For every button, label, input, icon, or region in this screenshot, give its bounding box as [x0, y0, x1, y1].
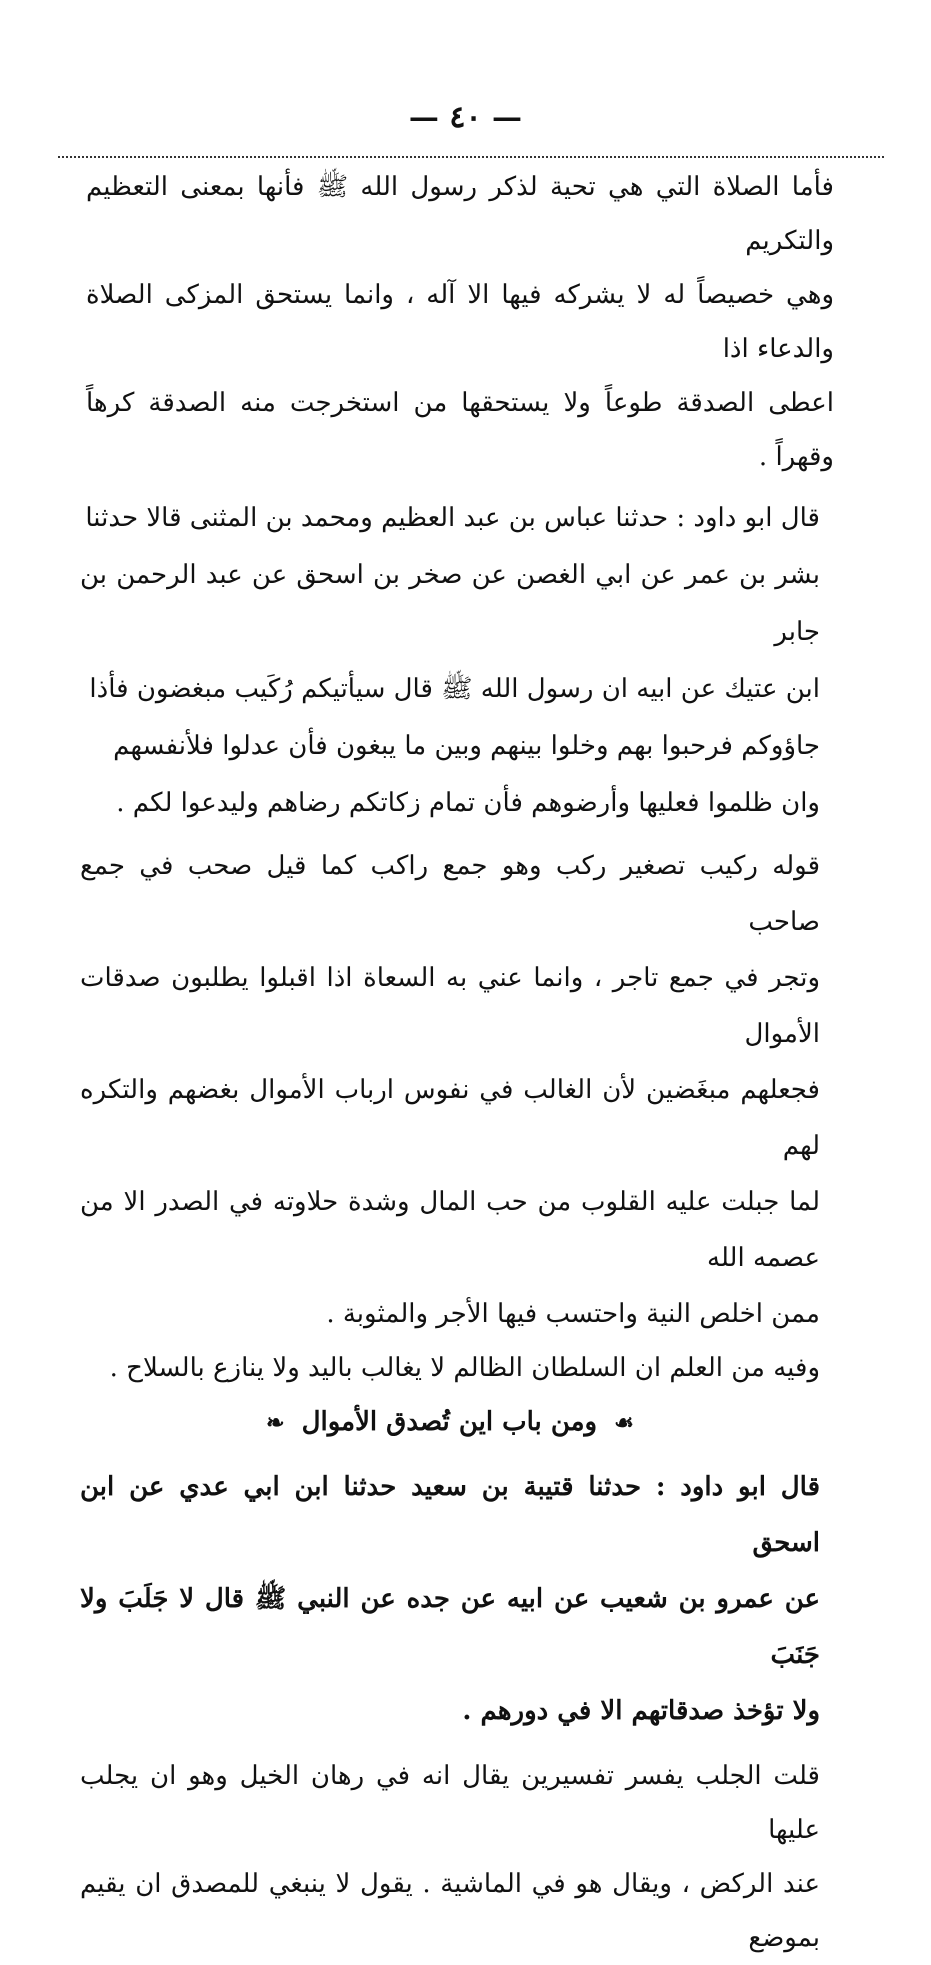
- text-line: بشر بن عمر عن ابي الغصن عن صخر بن اسحق عن عبد الرحمن بن جابر: [80, 560, 820, 647]
- text-line: وان ظلموا فعليها وأرضوهم فأن تمام زكاتكم رضاهم وليدعوا لكم .: [116, 788, 820, 818]
- text-line: فجعلهم مبغَضين لأن الغالب في نفوس ارباب الأموال بغضهم والتكره لهم: [80, 1075, 820, 1161]
- text-line: وتجر في جمع تاجر ، وانما عني به السعاة اذا اقبلوا يطلبون صدقات الأموال: [80, 963, 820, 1049]
- paragraph-commentary-jalab: [80, 1749, 820, 1965]
- page-body: [80, 160, 834, 1965]
- page-number: — ٤٠ —: [408, 100, 523, 135]
- ornament-icon: ☙: [614, 1410, 634, 1436]
- paragraph-commentary-rukayb: [80, 838, 820, 1342]
- section-heading: [80, 1396, 820, 1449]
- text-line: وهي خصيصاً له لا يشركه فيها الا آله ، وانما يستحق المزكى الصلاة والدعاء اذا: [86, 280, 834, 364]
- text-line: قلت الجلب يفسر تفسيرين يقال انه في رهان الخيل وهو ان يجلب عليها: [80, 1761, 820, 1845]
- text-line: وفيه من العلم ان السلطان الظالم لا يغالب باليد ولا ينازع بالسلاح .: [109, 1353, 820, 1383]
- header-divider: [58, 156, 884, 158]
- text-line: ممن اخلص النية واحتسب فيها الأجر والمثوبة .: [326, 1299, 820, 1329]
- text-line: اعطى الصدقة طوعاً ولا يستحقها من استخرجت منه الصدقة كرهاً وقهراً .: [86, 388, 834, 472]
- paragraph-sultan: [80, 1342, 820, 1394]
- text-line: قال ابو داود : حدثنا قتيبة بن سعيد حدثنا ابن ابي عدي عن ابن اسحق: [80, 1472, 820, 1558]
- ornament-icon: ❧: [266, 1410, 285, 1436]
- text-line: فأما الصلاة التي هي تحية لذكر رسول الله ﷺ فأنها بمعنى التعظيم والتكريم: [86, 172, 834, 256]
- text-line: قال ابو داود : حدثنا عباس بن عبد العظيم ومحمد بن المثنى قالا حدثنا: [85, 503, 820, 533]
- text-line: ابن عتيك عن ابيه ان رسول الله ﷺ قال سيأتيكم رُكَيب مبغضون فأذا: [89, 674, 820, 704]
- text-line: جاؤوكم فرحبوا بهم وخلوا بينهم وبين ما يبغون فأن عدلوا فلأنفسهم: [113, 731, 820, 761]
- text-line: عن عمرو بن شعيب عن ابيه عن جده عن النبي ﷺ قال لا جَلَبَ ولا جَنَبَ: [80, 1584, 820, 1670]
- text-line: لما جبلت عليه القلوب من حب المال وشدة حلاوته في الصدر الا من عصمه الله: [80, 1187, 820, 1273]
- section-heading-text: ومن باب اين تُصدق الأموال: [301, 1407, 598, 1437]
- text-line: عند الركض ، ويقال هو في الماشية . يقول لا ينبغي للمصدق ان يقيم بموضع: [80, 1869, 820, 1953]
- paragraph-salat: [86, 160, 834, 484]
- text-line: ولا تؤخذ صدقاتهم الا في دورهم .: [462, 1696, 820, 1726]
- paragraph-hadith-abu-dawud-2: [80, 1459, 820, 1739]
- paragraph-hadith-abu-dawud-1: [80, 490, 820, 832]
- text-line: قوله ركيب تصغير ركب وهو جمع راكب كما قيل صحب في جمع صاحب: [80, 851, 820, 937]
